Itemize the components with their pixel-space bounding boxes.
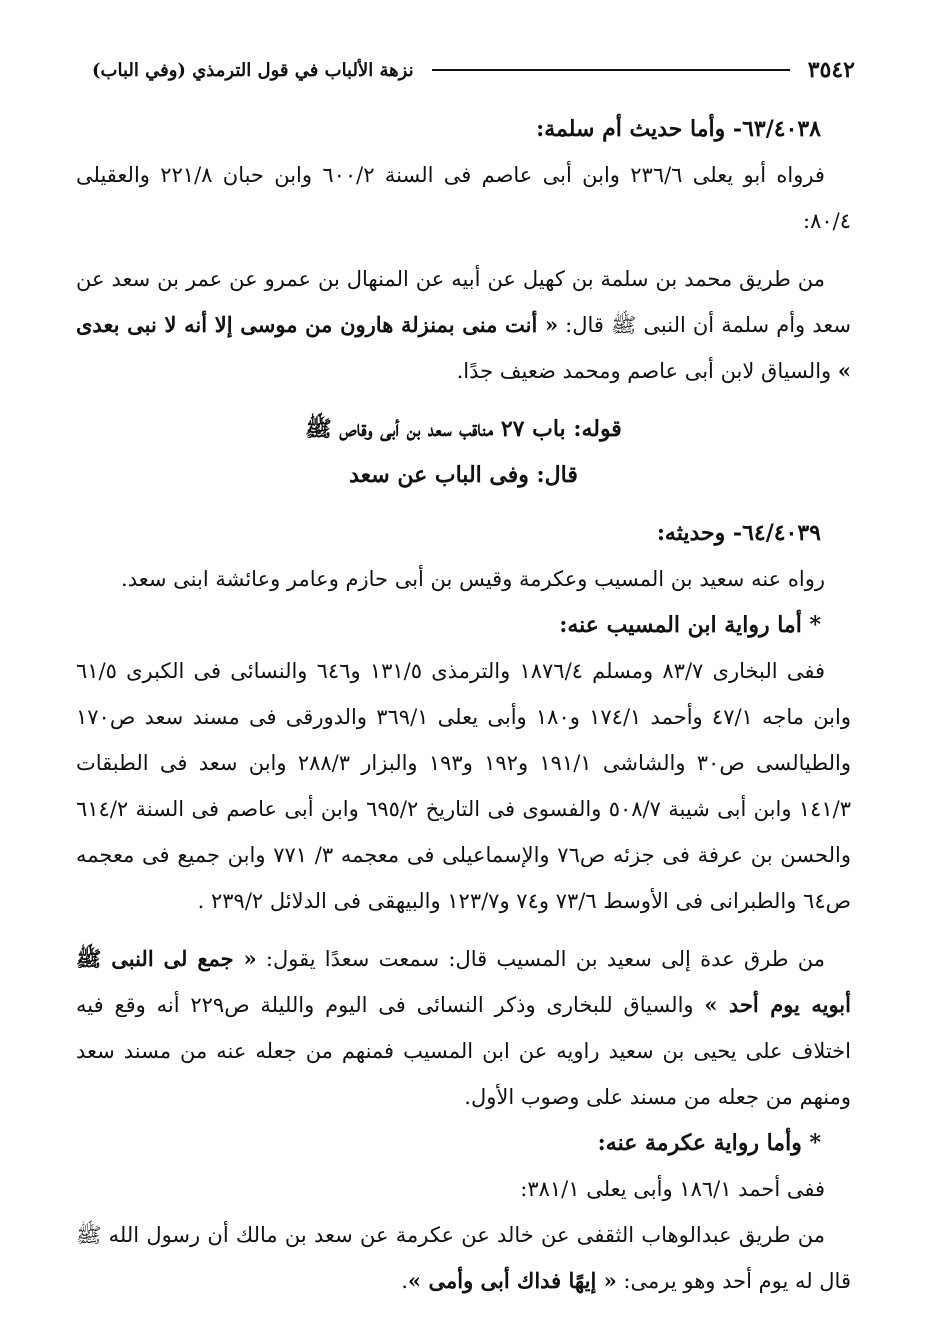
sub-heading-ikrima: * وأما رواية عكرمة عنه:	[597, 1130, 821, 1156]
chapter-subtitle: قال: وفى الباب عن سعد	[349, 462, 578, 488]
hadith-heading-4038: ٦٣/٤٠٣٨- وأما حديث أم سلمة:	[536, 116, 821, 142]
spacer	[76, 244, 851, 256]
chain-text: من طرق عدة إلى سعيد بن المسيب قال: سمعت سعدًا يقول:	[256, 947, 825, 971]
chain-paragraph-4039	[76, 936, 851, 1120]
page-number: ٣٥٤٢	[807, 57, 855, 83]
spacer	[76, 498, 851, 510]
chapter-title: قوله: باب ٢٧ مناقب سعد بن أبى وقاص ﷺ	[305, 416, 622, 442]
spacer	[76, 924, 851, 936]
hadith-quote: « أنت منى بمنزلة هارون من موسى إلا أنه لا نبى بعدى »	[76, 312, 851, 383]
chain-paragraph-4038	[76, 256, 851, 394]
header-rule	[432, 69, 790, 71]
sources-paragraph-ikrima: ففى أحمد ١٨٦/١ وأبى يعلى ٣٨١/١:	[520, 1177, 825, 1201]
hadith-quote: « إيهًا فداك أبى وأمى »	[408, 1268, 617, 1293]
sub-heading-ibn-musayyab: * أما رواية ابن المسيب عنه:	[559, 612, 821, 638]
spacer	[76, 394, 851, 406]
chain-note: .	[401, 1269, 409, 1293]
chain-note: والسياق لابن أبى عاصم ومحمد ضعيف جدًا.	[456, 359, 838, 383]
narrators-paragraph: رواه عنه سعيد بن المسيب وعكرمة وقيس بن أبى حازم وعامر وعائشة ابنى سعد.	[121, 567, 825, 591]
hadith-quote: « جمع لى النبى ﷺ أبويه يوم أحد »	[76, 946, 851, 1017]
sources-paragraph-4039: ففى البخارى ٨٣/٧ ومسلم ١٨٧٦/٤ والترمذى ١٣١/٥ و٦٤٦ والنسائى فى الكبرى ٦١/٥ وابن ماجه ٤٧/١ وأحمد ١٧٤/١ و١٨٠ وأبى يعلى ٣٦٩/١ والدورقى فى مسند سعد ص١٧٠ والطيالسى ص٣٠ والشاشى ١٩١/١ و١٩٢ و١٩٣ والبزار ٢٨٨/٣ وابن سعد فى الطبقات ١٤١/٣ وابن أبى شيبة ٥٠٨/٧ والفسوى فى التاريخ ٦٩٥/٢ وابن أبى عاصم فى السنة ٦١٤/٢ والحسن بن عرفة فى جزئه ص٧٦ والإسماعيلى فى معجمه ٣/ ٧٧١ وابن جميع فى معجمه ص٦٤ والطبرانى فى الأوسط ٧٣/٦ و٧٤ و١٢٣/٧ والبيهقى فى الدلائل ٢٣٩/٢ .	[76, 659, 851, 913]
hadith-heading-4039: ٦٤/٤٠٣٩- وحديثه:	[656, 520, 821, 546]
sources-paragraph-4038: فرواه أبو يعلى ٢٣٦/٦ وابن أبى عاصم فى السنة ٦٠٠/٢ وابن حبان ٢٢١/٨ والعقيلى ٨٠/٤:	[76, 163, 851, 233]
chain-text: من طريق محمد بن سلمة بن كهيل عن أبيه عن المنهال بن عمرو عن عمر بن سعد عن سعد وأم سلمة أن النبى ﷺ قال:	[76, 267, 851, 337]
page-body	[76, 106, 851, 1304]
chain-note: والسياق للبخارى وذكر النسائى فى اليوم والليلة ص٢٢٩ أنه وقع فيه اختلاف على يحيى بن سعيد راويه عن ابن المسيب فمنهم من جعله عنه من مسند سعد ومنهم من جعله من مسند على وصوب الأول.	[76, 993, 851, 1109]
running-title: نزهة الألباب في قول الترمذي (وفي الباب)	[92, 59, 414, 81]
chain-paragraph-ikrima	[76, 1212, 851, 1304]
chain-text: من طريق عبدالوهاب الثقفى عن خالد عن عكرمة عن سعد بن مالك أن رسول الله ﷺ قال له يوم أحد وهو يرمى:	[76, 1223, 851, 1293]
page-header	[92, 52, 855, 88]
